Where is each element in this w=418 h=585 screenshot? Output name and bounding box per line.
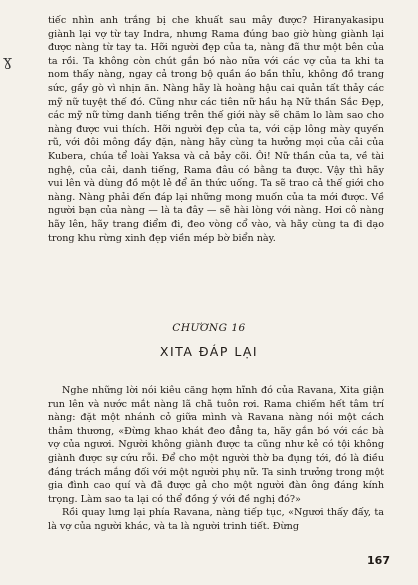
paragraph: Rồi quay lưng lại phía Ravana, nàng tiếp tục, «Ngươi thấy đấy, ta là vợ của người khác, và ta là người trinh tiết. Đừng (48, 507, 384, 532)
chapter-title: XITA ĐÁP LẠI (159, 344, 259, 359)
chapter-label: CHƯƠNG 16 (172, 322, 246, 334)
top-text-block (48, 14, 384, 245)
page-number: 167 (367, 554, 390, 567)
margin-mark: ɣ (3, 52, 12, 70)
bottom-text-block (48, 384, 384, 534)
paragraph: tiếc nhìn anh trắng bị che khuất sau mây được? Hiranyakasipu giành lại vợ từ tay Indra, nhưng Rama đúng bao giờ hùng giành lại được nàng từ tay ta. Hỡi người đẹp của ta, nàng đã thư một bên của ta rồi. Ta không còn chút gắn bó nào nữa với các vợ của ta khi ta nom thấy nàng, ngay cả trong bộ quần áo bần thỉu, không đồ trang sức, gầy gò vì nhịn ăn. Nàng hãy là hoàng hậu cai quản tất thảy các mỹ nữ tuyệt thế đó. Cũng như các tiên nữ hầu hạ Nữ thần Sắc Đẹp, các mỹ nữ từng danh tiếng trên thế giới này sẽ chăm lo làm sao cho nàng được vui thích. Hỡi người đẹp của ta, với cặp lông mày quyến rũ, với đôi mông đầy đặn, nàng hãy cùng ta hưởng mọi của cải của Kubera, chúa tể loài Yaksa và cả bảy cõi. Ôi! Nữ thần của ta, về tài nghệ, của cải, danh tiếng, Rama đâu có bằng ta được. Vậy thì hãy vui lên và dùng đồ một lẻ để ăn thức uống. Ta sẽ trao cả thế giới cho nàng. Nàng phải đến đáp lại những mong muốn của ta mới được. Về người bạn của nàng — là ta đây — sẽ hài lòng với nàng. Hơi cô nàng hãy lên, hãy trang điểm đi, đeo vòng cổ vào, và hãy cùng ta đi dạo trong khu rừng xinh đẹp viền mép bờ biển này. (48, 15, 384, 244)
paragraph: Nghe những lời nói kiêu căng hợm hĩnh đó của Ravana, Xita giận run lên và nước mắt nàng lã chã tuôn rơi. Rama chiếm hết tâm trí nàng: đặt một nhánh cỏ giữa mình và Ravana nàng nói một cách thảm thương, «Đừng khao khát đeo đẳng ta, hãy gắn bó với các bà vợ của ngươi. Người không giành được ta cũng như kẻ có tội không giành được sự cứu rỗi. Để cho một người thờ ba đụng tới, đó là điều đáng trách mắng đối với một người phụ nữ. Ta sinh trưởng trong một gia đình cao quí và đã được gả cho một người đàn ông đáng kính trọng. Làm sao ta lại có thể đồng ý với đề nghị đó?» (48, 385, 384, 505)
